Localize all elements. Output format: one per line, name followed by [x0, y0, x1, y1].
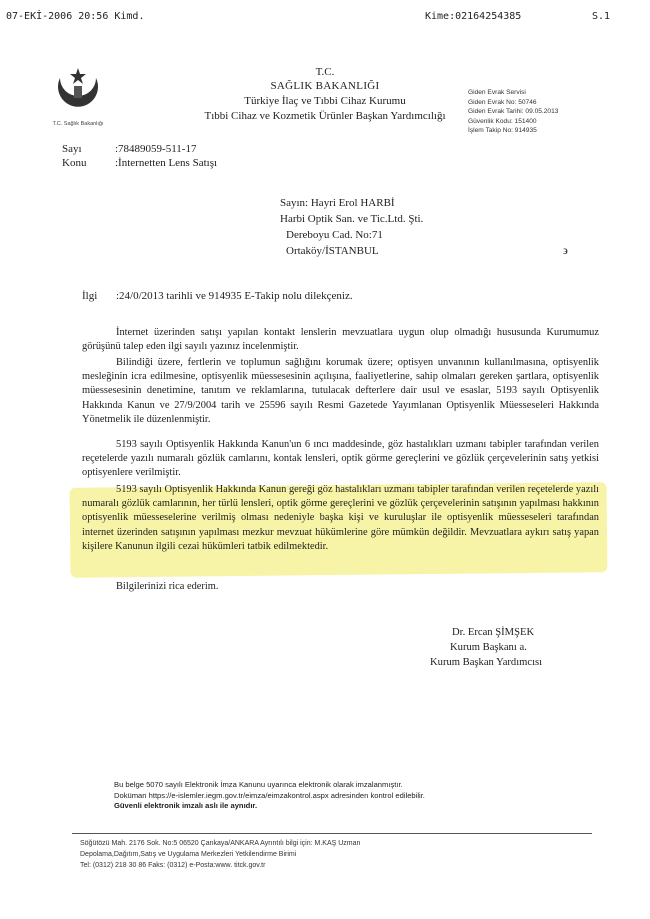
registry-line: Giden Evrak No: 50746 [468, 98, 537, 106]
signer-title: Kurum Başkanı a. [450, 642, 527, 653]
footer-contact [80, 838, 360, 871]
recipient-line: Sayın: Hayri Erol HARBİ [280, 197, 395, 209]
registry-line: İşlem Takip No: 914935 [468, 127, 537, 135]
fax-recipient-line: Kime:02164254385 [425, 11, 522, 22]
signer-role: Kurum Başkan Yardımcısı [430, 657, 543, 668]
ilgi-value: :24/0/2013 tarihli ve 914935 E-Takip nolu dilekçeniz. [116, 290, 353, 302]
konu-label: Konu [62, 157, 87, 169]
recipient-line: Dereboyu Cad. No:71 [286, 229, 383, 241]
recipient-line: Ortaköy/İSTANBUL [286, 245, 379, 257]
header-department: Tıbbi Cihaz ve Kozmetik Ürünler Başkan Yardımcılığı [204, 110, 446, 122]
fax-date-line: 07-EKİ-2006 20:56 Kimd. [6, 11, 145, 22]
registry-line: Güvenlik Kodu: 151400 [468, 117, 537, 125]
closing-line: Bilgilerinizi rica ederim. [116, 581, 219, 592]
logo-caption: T.C. Sağlık Bakanlığı [52, 121, 104, 127]
registry-line: Giden Evrak Tarihi: 09.05.2013 [468, 108, 559, 116]
footer-divider [72, 833, 592, 834]
recipient-line: Harbi Optik San. ve Tic.Ltd. Şti. [280, 213, 424, 225]
paragraph-3: 5193 sayılı Optisyenlik Hakkında Kanun'un 6 ıncı maddesinde, göz hastalıkları uzmanı tabipler tarafından verilen reçetelerde yazılı numaralı gözlük camlarını, kontak lensleri, optik görme gereçlerini ve gözlük çerçevelerinin satış yetkisi optisyenlere verilmiştir. [82, 439, 599, 479]
fax-page-number: S.1 [592, 11, 611, 22]
ilgi-label: İlgi [82, 290, 98, 302]
header-institution: Türkiye İlaç ve Tıbbi Cihaz Kurumu [244, 95, 406, 107]
paragraph-1: İnternet üzerinden satışı yapılan kontakt lenslerin mevzuatlara uygun olup olmadığı hususunda Kurumumuz görüşünü talep eden ilgi sayılı yazınız incelenmiştir. [82, 327, 599, 353]
note-line: Doküman https://e-islemler.iegm.gov.tr/eimza/eimzakontrol.aspx adresinden kontrol edilebilir. [114, 790, 425, 800]
registry-stamp [468, 88, 558, 136]
registry-line: Giden Evrak Servisi [468, 89, 526, 96]
sayi-value: :78489059-511-17 [115, 143, 197, 155]
signature-block [430, 625, 542, 670]
pen-mark-icon: ϶ [563, 243, 568, 257]
paragraph-4-highlighted: 5193 sayılı Optisyenlik Hakkında Kanun gereği göz hastalıkları uzmanı tabipler tarafından verilen reçetelerde yazılı numaralı gözlük camlarının, her türlü lensleri, optik görme gereçlerini ve gözlük çerçevelerinin satışının yapılması hakkının optisyenlik müesseselerine verilmiş olması nedeniyle başka kişi ve kuruluşlar ile optisyenlik müesseseleri tarafından internet üzerinden satışının yapılması mezkur mevzuat hükümlerine göre mümkün değildir. Mevzuatlara aykırı satış yapan kişilere Kanunun ilgili cezai hükümleri tatbik edilmektedir. [82, 484, 599, 552]
e-signature-note [114, 780, 425, 812]
footer-line: Söğütözü Mah. 2176 Sok. No:5 06520 Çankaya/ANKARA Ayrıntılı bilgi için: M.KAŞ Uzman [80, 840, 361, 847]
paragraph-2: Bilindiği üzere, fertlerin ve toplumun sağlığını korumak üzere; optisyen unvanının kullanılmasına, optisyenlik mesleğinin icra edilmesine, optisyenlik müessesesinin açılışına, faaliyetlerine, sahip olmaları gereken şartlara, optisyenlik müessesesinin denetimine, tanıtım ve reklamlarına, tutulacak defterlere dair usul ve esaslar, 5193 sayılı Optisyenlik Hakkında Kanun ve 27/9/2004 tarih ve 25596 sayılı Resmi Gazetede Yayımlanan Optisyenlik Müesseseleri Hakkında Yönetmelik ile düzenlenmiştir. [82, 357, 599, 425]
footer-line: Tel: (0312) 218 30 86 Faks: (0312) e-Posta:www. titck.gov.tr [80, 862, 266, 869]
signer-name: Dr. Ercan ŞİMŞEK [452, 627, 535, 638]
note-line: Bu belge 5070 sayılı Elektronik İmza Kanunu uyarınca elektronik olarak imzalanmıştır. [114, 780, 403, 789]
header-tc: T.C. [315, 66, 335, 78]
konu-value: :İnternetten Lens Satışı [115, 157, 218, 169]
recipient-address [280, 195, 423, 259]
header-ministry: SAĞLIK BAKANLIĞI [270, 80, 380, 92]
note-line-bold: Güvenli elektronik imzalı aslı ile aynıdır. [114, 801, 258, 810]
footer-line: Depolama,Dağıtım,Satış ve Uygulama Merkezleri Yetkilendirme Birimi [80, 851, 297, 858]
sayi-label: Sayı [62, 143, 82, 155]
